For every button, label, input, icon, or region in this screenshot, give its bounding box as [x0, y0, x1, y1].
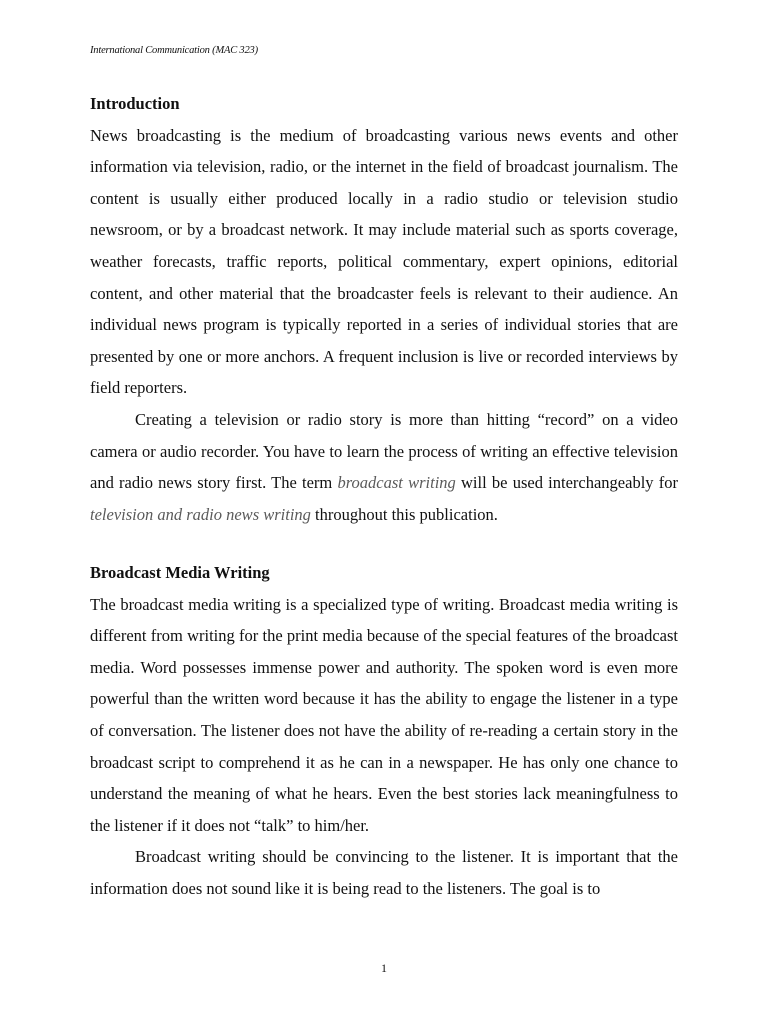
- broadcast-paragraph-1: The broadcast media writing is a specialized type of writing. Broadcast media writing is different from writing for the print media because of the special features of the broadcast media. Word possesses immense power and authority. The spoken word is even more powerful than the written word because it has the ability to engage the listener in a type of conversation. The listener does not have the ability of re-reading a certain story in the broadcast script to comprehend it as he can in a newspaper. He has only one chance to understand the meaning of what he hears. Even the best stories lack meaningfulness to the listener if it does not “talk” to him/her.: [90, 594, 678, 835]
- broadcast-media-writing-heading: Broadcast Media Writing: [90, 563, 270, 582]
- term-television-radio-news-writing: television and radio news writing: [90, 504, 311, 524]
- term-broadcast-writing: broadcast writing: [337, 473, 456, 493]
- introduction-heading: Introduction: [90, 94, 180, 113]
- paragraph-text-part: will be used interchangeably for: [455, 473, 678, 493]
- introduction-paragraph-1: News broadcasting is the medium of broadcasting various news events and other information via television, radio, or the internet in the field of broadcast journalism. The content is usually either produced locally in a radio studio or television studio newsroom, or by a broadcast network. It may include material such as sports coverage, weather forecasts, traffic reports, political commentary, expert opinions, editorial content, and other material that the broadcaster feels is relevant to their audience. An individual news program is typically reported in a series of individual stories that are presented by one or more anchors. A frequent inclusion is live or recorded interviews by field reporters.: [90, 125, 678, 398]
- paragraph-text-part: throughout this publication.: [310, 504, 498, 524]
- page-number: 1: [381, 961, 387, 975]
- broadcast-paragraph-2: Broadcast writing should be convincing to the listener. It is important that the information does not sound like it is being read to the listeners. The goal is to: [90, 847, 678, 898]
- paragraph-text-part: Creating a television or radio story is more than hitting “record” on a video camera or audio recorder. You have to learn the process of writing an effective television and radio news story first. The term: [90, 409, 678, 493]
- broadcast-media-writing-section: [90, 557, 678, 905]
- introduction-section: [90, 88, 678, 530]
- running-header: International Communication (MAC 323): [90, 45, 258, 56]
- introduction-paragraph-2: [90, 404, 678, 530]
